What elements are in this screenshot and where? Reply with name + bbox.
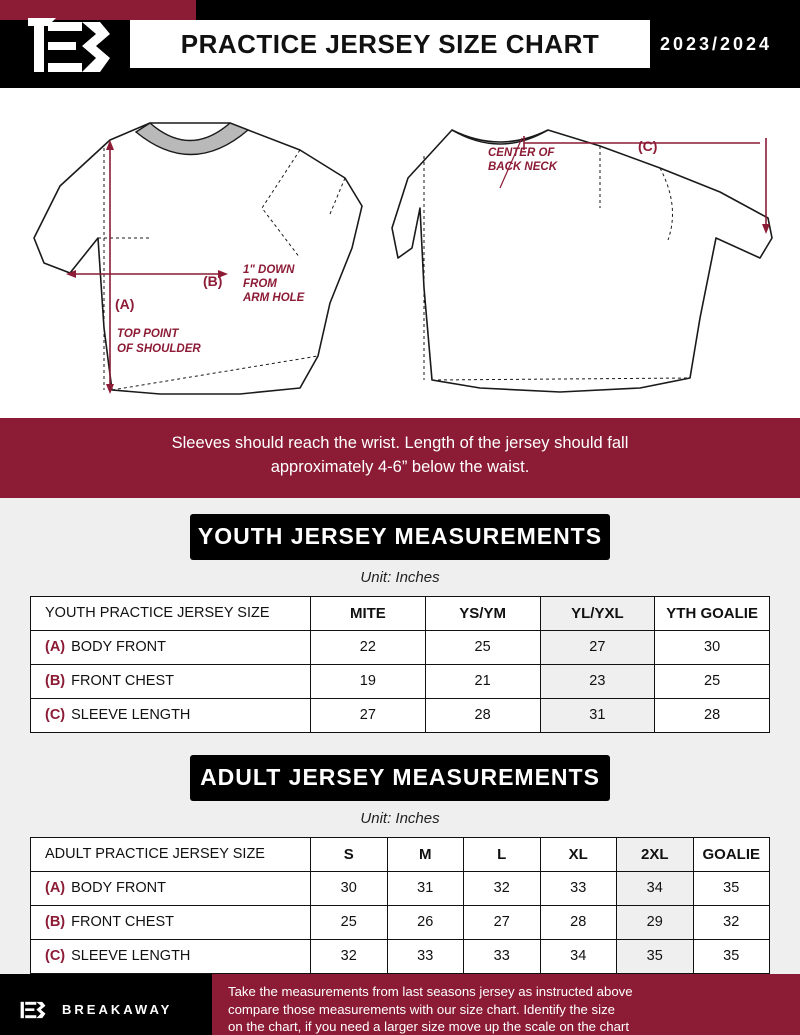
fit-note <box>0 418 800 498</box>
table-header-row <box>31 596 770 630</box>
footer-brand <box>0 974 212 1035</box>
table-row <box>31 664 770 698</box>
note-a-line2: OF SHOULDER <box>117 343 201 355</box>
jersey-back-illustration <box>392 130 772 392</box>
youth-r2-c2: 31 <box>540 698 655 732</box>
adult-section-title: ADULT JERSEY MEASUREMENTS <box>190 755 610 801</box>
row-label: SLEEVE LENGTH <box>71 948 191 965</box>
youth-section <box>0 498 800 733</box>
page-footer <box>0 974 800 1035</box>
youth-r0-c3: 30 <box>655 630 770 664</box>
youth-r1-c2: 23 <box>540 664 655 698</box>
fit-note-line1: Sleeves should reach the wrist. Length of the jersey should fall <box>171 434 629 452</box>
youth-r2-c3: 28 <box>655 698 770 732</box>
youth-row-0-label <box>31 630 311 664</box>
label-b: (B) <box>203 273 223 289</box>
adult-r0-c2: 32 <box>464 871 541 905</box>
adult-r1-c4: 29 <box>617 905 694 939</box>
adult-size-header: ADULT PRACTICE JERSEY SIZE <box>31 837 311 871</box>
youth-col-1: YS/YM <box>425 596 540 630</box>
row-tag-a: (A) <box>45 639 66 656</box>
note-a-line1: TOP POINT <box>117 328 179 340</box>
youth-r1-c3: 25 <box>655 664 770 698</box>
page-header <box>0 0 800 88</box>
note-b-line2: FROM <box>243 278 277 290</box>
youth-col-0: MITE <box>311 596 426 630</box>
adult-col-1: M <box>387 837 464 871</box>
footer-line3: on the chart, if you need a larger size move up the scale on the chart <box>228 1019 629 1035</box>
adult-r1-c0: 25 <box>311 905 388 939</box>
adult-r2-c1: 33 <box>387 939 464 973</box>
adult-row-0-label <box>31 871 311 905</box>
footer-brand-name: BREAKAWAY <box>62 1002 173 1018</box>
row-tag-b: (B) <box>45 673 66 690</box>
row-label: SLEEVE LENGTH <box>71 707 191 724</box>
youth-r2-c0: 27 <box>311 698 426 732</box>
adult-col-2: L <box>464 837 541 871</box>
adult-r0-c3: 33 <box>540 871 617 905</box>
label-c: (C) <box>638 138 658 154</box>
adult-r2-c4: 35 <box>617 939 694 973</box>
row-tag-a: (A) <box>45 880 66 897</box>
footer-line1: Take the measurements from last seasons jersey as instructed above <box>228 983 633 999</box>
youth-size-header: YOUTH PRACTICE JERSEY SIZE <box>31 596 311 630</box>
youth-row-2-label <box>31 698 311 732</box>
fit-note-line2: approximately 4-6” below the waist. <box>270 457 530 476</box>
adult-r0-c1: 31 <box>387 871 464 905</box>
breakaway-b-logo-icon <box>18 990 52 1030</box>
youth-r1-c1: 21 <box>425 664 540 698</box>
season-label: 2023/2024 <box>659 33 773 54</box>
table-row <box>31 939 770 973</box>
page-title-text: PRACTICE JERSEY SIZE CHART <box>180 28 600 59</box>
adult-measurements-table <box>30 837 770 974</box>
note-b-line1: 1" DOWN <box>243 264 295 276</box>
adult-r1-c3: 28 <box>540 905 617 939</box>
header-logo <box>22 14 134 80</box>
youth-section-title: YOUTH JERSEY MEASUREMENTS <box>190 514 610 560</box>
table-row <box>31 698 770 732</box>
youth-row-1-label <box>31 664 311 698</box>
footer-instructions <box>212 974 800 1035</box>
note-c-line1: CENTER OF <box>488 147 555 159</box>
adult-col-5: GOALIE <box>693 837 770 871</box>
youth-r2-c1: 28 <box>425 698 540 732</box>
adult-row-2-label <box>31 939 311 973</box>
adult-section <box>0 733 800 974</box>
adult-r2-c0: 32 <box>311 939 388 973</box>
adult-row-1-label <box>31 905 311 939</box>
adult-r2-c3: 34 <box>540 939 617 973</box>
youth-r1-c0: 19 <box>311 664 426 698</box>
adult-r1-c2: 27 <box>464 905 541 939</box>
youth-r0-c1: 25 <box>425 630 540 664</box>
row-tag-c: (C) <box>45 948 66 965</box>
row-label: BODY FRONT <box>71 639 166 656</box>
note-c-line2: BACK NECK <box>488 161 557 173</box>
adult-col-3: XL <box>540 837 617 871</box>
table-row <box>31 630 770 664</box>
youth-r0-c2: 27 <box>540 630 655 664</box>
adult-col-0: S <box>311 837 388 871</box>
youth-r0-c0: 22 <box>311 630 426 664</box>
note-b-line3: ARM HOLE <box>243 292 305 304</box>
row-label: FRONT CHEST <box>71 914 174 931</box>
footer-line2: compare those measurements with our size chart. Identify the size <box>228 1001 616 1017</box>
jersey-diagram <box>0 88 800 418</box>
adult-r0-c4: 34 <box>617 871 694 905</box>
row-label: FRONT CHEST <box>71 673 174 690</box>
label-a: (A) <box>115 296 135 312</box>
breakaway-b-logo-icon <box>26 16 130 78</box>
page-title <box>130 20 650 68</box>
table-row <box>31 871 770 905</box>
adult-r1-c5: 32 <box>693 905 770 939</box>
youth-unit-label: Unit: Inches <box>360 568 440 586</box>
table-row <box>31 905 770 939</box>
adult-r0-c5: 35 <box>693 871 770 905</box>
youth-measurements-table <box>30 596 770 733</box>
row-label: BODY FRONT <box>71 880 166 897</box>
row-tag-b: (B) <box>45 914 66 931</box>
adult-r2-c5: 35 <box>693 939 770 973</box>
adult-r0-c0: 30 <box>311 871 388 905</box>
youth-col-2: YL/YXL <box>540 596 655 630</box>
row-tag-c: (C) <box>45 707 66 724</box>
table-header-row <box>31 837 770 871</box>
adult-col-4: 2XL <box>617 837 694 871</box>
adult-r2-c2: 33 <box>464 939 541 973</box>
adult-unit-label: Unit: Inches <box>360 809 440 827</box>
adult-r1-c1: 26 <box>387 905 464 939</box>
youth-col-3: YTH GOALIE <box>655 596 770 630</box>
